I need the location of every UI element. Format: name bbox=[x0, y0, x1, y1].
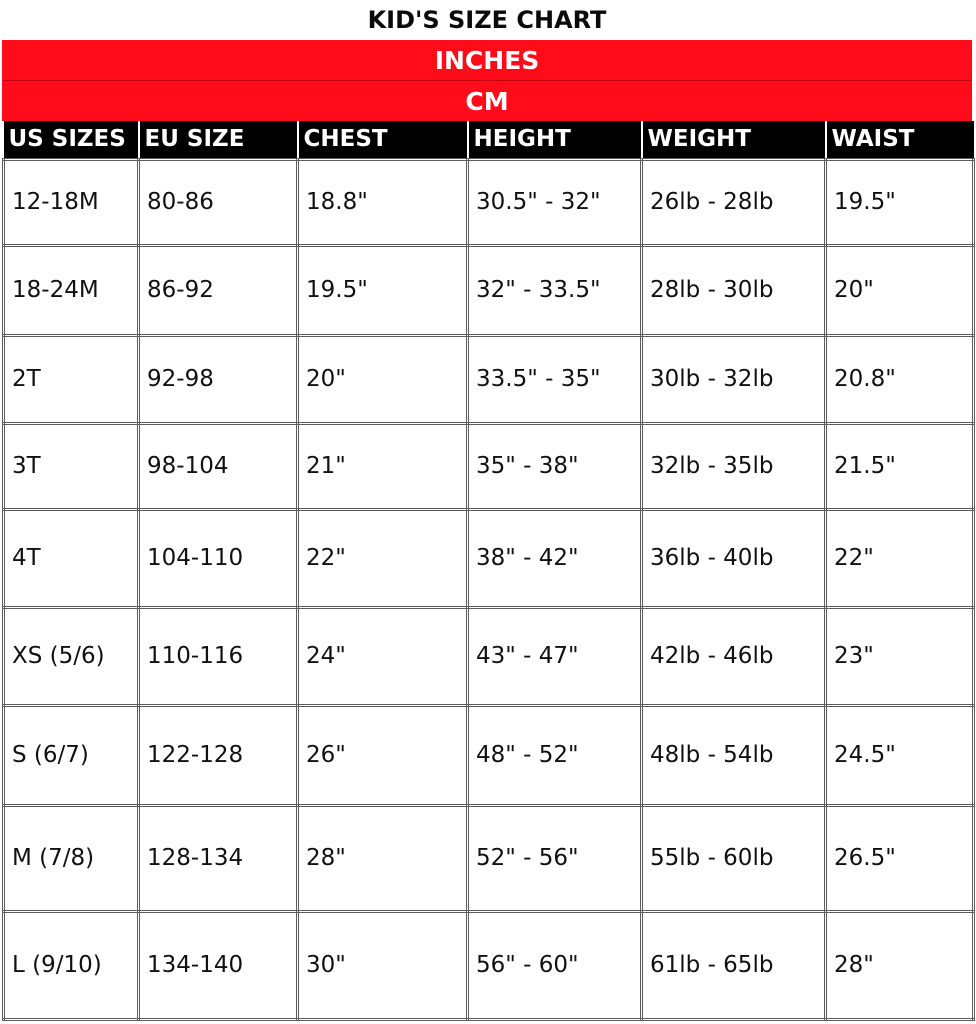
cell-chest: 18.8" bbox=[298, 159, 468, 245]
cell-weight: 42lb - 46lb bbox=[642, 607, 826, 705]
table-header-row bbox=[4, 121, 974, 159]
cell-waist: 22" bbox=[826, 509, 974, 607]
cell-height: 35" - 38" bbox=[468, 423, 642, 509]
cell-waist: 20.8" bbox=[826, 335, 974, 423]
cell-chest: 28" bbox=[298, 805, 468, 911]
cell-chest: 19.5" bbox=[298, 245, 468, 335]
chart-title: KID'S SIZE CHART bbox=[2, 0, 972, 41]
unit-band-inches: INCHES bbox=[2, 40, 972, 81]
cell-us-size: 4T bbox=[4, 509, 139, 607]
cell-eu-size: 92-98 bbox=[139, 335, 298, 423]
cell-weight: 61lb - 65lb bbox=[642, 911, 826, 1019]
cell-waist: 21.5" bbox=[826, 423, 974, 509]
cell-chest: 22" bbox=[298, 509, 468, 607]
cell-height: 38" - 42" bbox=[468, 509, 642, 607]
header-us-sizes: US SIZES bbox=[4, 121, 139, 159]
cell-waist: 26.5" bbox=[826, 805, 974, 911]
cell-height: 33.5" - 35" bbox=[468, 335, 642, 423]
cell-height: 32" - 33.5" bbox=[468, 245, 642, 335]
cell-height: 48" - 52" bbox=[468, 705, 642, 805]
table-row bbox=[4, 805, 974, 911]
cell-weight: 55lb - 60lb bbox=[642, 805, 826, 911]
header-waist: WAIST bbox=[826, 121, 974, 159]
cell-waist: 24.5" bbox=[826, 705, 974, 805]
cell-eu-size: 86-92 bbox=[139, 245, 298, 335]
cell-chest: 26" bbox=[298, 705, 468, 805]
cell-eu-size: 122-128 bbox=[139, 705, 298, 805]
cell-height: 52" - 56" bbox=[468, 805, 642, 911]
cell-weight: 48lb - 54lb bbox=[642, 705, 826, 805]
table-row bbox=[4, 423, 974, 509]
cell-us-size: L (9/10) bbox=[4, 911, 139, 1019]
cell-waist: 19.5" bbox=[826, 159, 974, 245]
cell-us-size: M (7/8) bbox=[4, 805, 139, 911]
table-row bbox=[4, 245, 974, 335]
header-eu-size: EU SIZE bbox=[139, 121, 298, 159]
size-table bbox=[2, 121, 975, 1021]
cell-eu-size: 104-110 bbox=[139, 509, 298, 607]
cell-chest: 24" bbox=[298, 607, 468, 705]
header-chest: CHEST bbox=[298, 121, 468, 159]
cell-weight: 28lb - 30lb bbox=[642, 245, 826, 335]
cell-chest: 21" bbox=[298, 423, 468, 509]
cell-waist: 23" bbox=[826, 607, 974, 705]
cell-us-size: 3T bbox=[4, 423, 139, 509]
cell-height: 30.5" - 32" bbox=[468, 159, 642, 245]
header-height: HEIGHT bbox=[468, 121, 642, 159]
cell-weight: 32lb - 35lb bbox=[642, 423, 826, 509]
cell-weight: 36lb - 40lb bbox=[642, 509, 826, 607]
cell-waist: 20" bbox=[826, 245, 974, 335]
cell-us-size: 12-18M bbox=[4, 159, 139, 245]
table-row bbox=[4, 509, 974, 607]
table-row bbox=[4, 159, 974, 245]
table-row bbox=[4, 335, 974, 423]
cell-chest: 20" bbox=[298, 335, 468, 423]
table-row bbox=[4, 705, 974, 805]
cell-weight: 30lb - 32lb bbox=[642, 335, 826, 423]
cell-us-size: XS (5/6) bbox=[4, 607, 139, 705]
cell-waist: 28" bbox=[826, 911, 974, 1019]
cell-height: 43" - 47" bbox=[468, 607, 642, 705]
cell-eu-size: 134-140 bbox=[139, 911, 298, 1019]
cell-eu-size: 110-116 bbox=[139, 607, 298, 705]
cell-eu-size: 98-104 bbox=[139, 423, 298, 509]
cell-us-size: 18-24M bbox=[4, 245, 139, 335]
cell-us-size: 2T bbox=[4, 335, 139, 423]
header-weight: WEIGHT bbox=[642, 121, 826, 159]
cell-chest: 30" bbox=[298, 911, 468, 1019]
table-row bbox=[4, 911, 974, 1019]
table-row bbox=[4, 607, 974, 705]
cell-us-size: S (6/7) bbox=[4, 705, 139, 805]
cell-eu-size: 80-86 bbox=[139, 159, 298, 245]
unit-band-cm: CM bbox=[2, 81, 972, 121]
cell-weight: 26lb - 28lb bbox=[642, 159, 826, 245]
cell-height: 56" - 60" bbox=[468, 911, 642, 1019]
cell-eu-size: 128-134 bbox=[139, 805, 298, 911]
